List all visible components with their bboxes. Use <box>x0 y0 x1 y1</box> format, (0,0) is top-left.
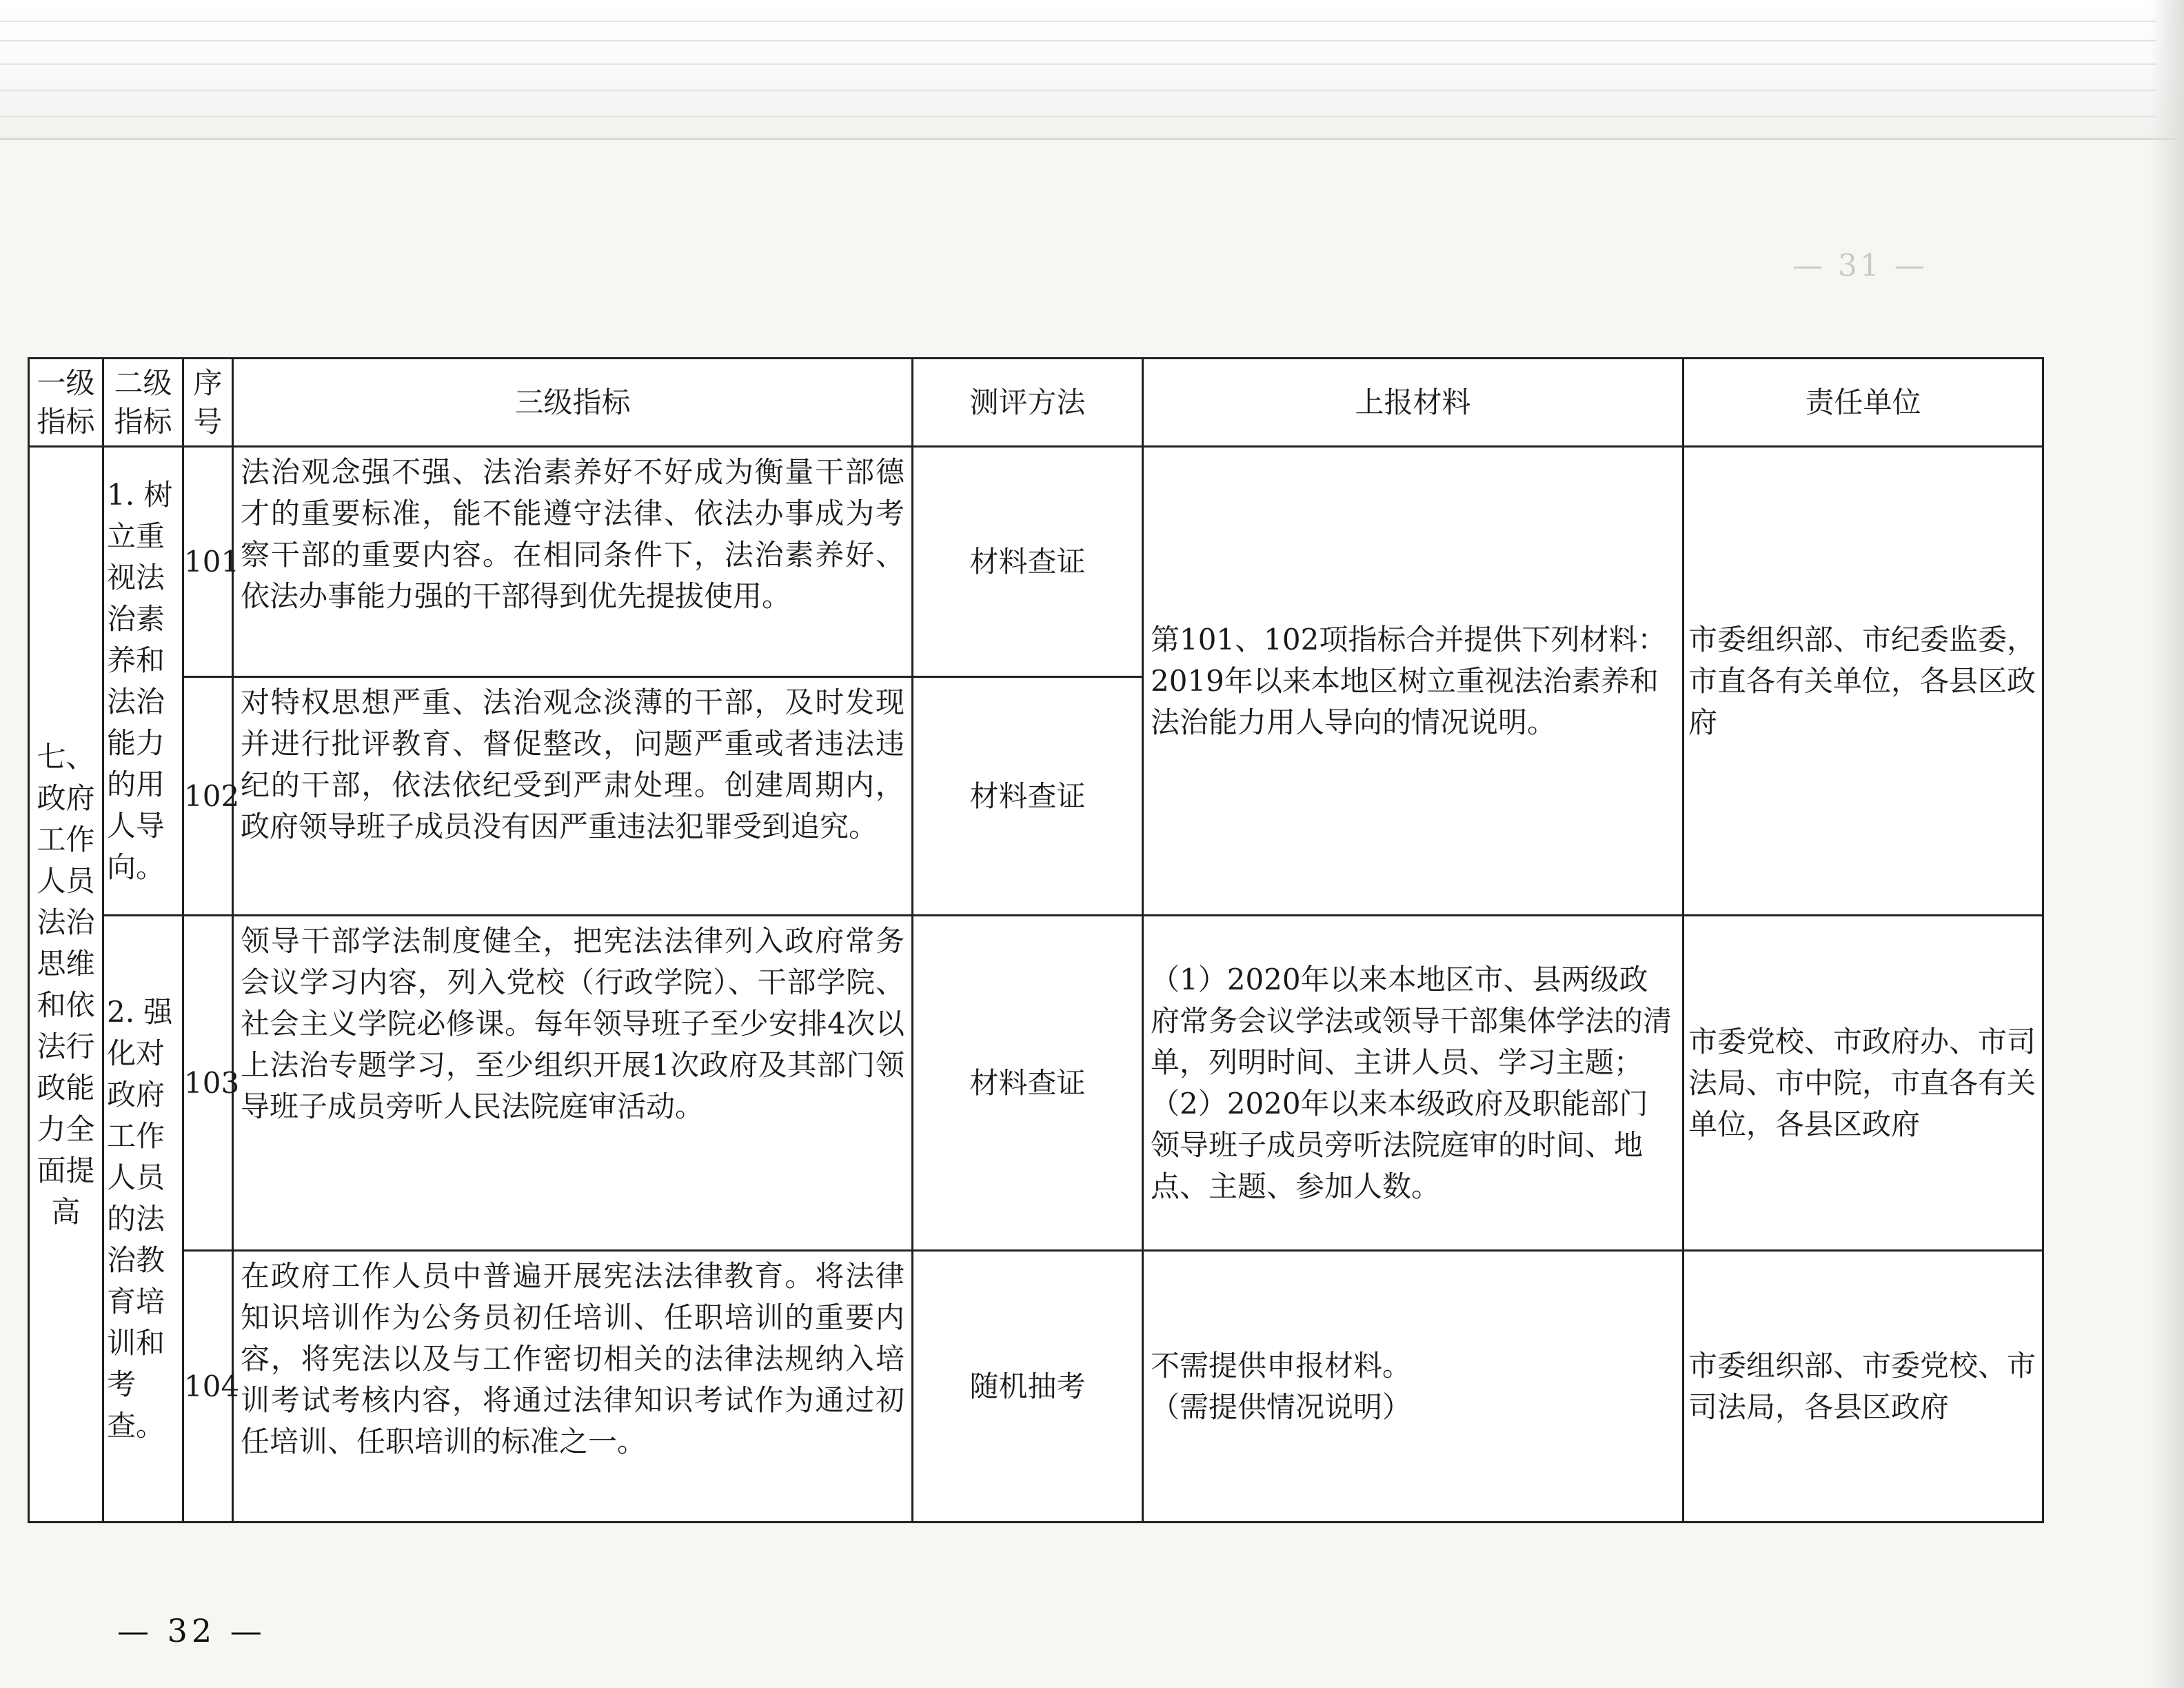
header-materials: 上报材料 <box>1143 359 1684 447</box>
seq-cell: 102 <box>183 677 233 916</box>
table-row <box>29 1251 2043 1523</box>
table-row <box>29 916 2043 1251</box>
ghost-page-number: — 31 — <box>1792 248 1928 283</box>
seq-cell: 103 <box>183 916 233 1251</box>
materials-cell <box>1143 916 1684 1251</box>
header-level3: 三级指标 <box>233 359 913 447</box>
materials-item: （需提供情况说明） <box>1151 1389 1412 1424</box>
method-cell: 材料查证 <box>913 447 1143 677</box>
paper-edge-line <box>0 116 2156 117</box>
level2-indicator-cell: 1. 树立重视法治素养和法治能力的用人导向。 <box>103 447 183 916</box>
level3-indicator-cell: 法治观念强不强、法治素养好不好成为衡量干部德才的重要标准，能不能遵守法律、依法办事成为考察干部的重要内容。在相同条件下，法治素养好、依法办事能力强的干部得到优先提拔使用。 <box>233 447 913 677</box>
paper-edge-line <box>0 40 2156 41</box>
scanned-paper-stack <box>0 0 2184 140</box>
level3-indicator-cell: 对特权思想严重、法治观念淡薄的干部，及时发现并进行批评教育、督促整改，问题严重或者违法违纪的干部，依法依纪受到严肃处理。创建周期内，政府领导班子成员没有因严重违法犯罪受到追究。 <box>233 677 913 916</box>
method-cell: 材料查证 <box>913 677 1143 916</box>
header-owner: 责任单位 <box>1684 359 2043 447</box>
level1-indicator-cell: 七、政府工作人员法治思维和依法行政能力全面提高 <box>29 447 103 1523</box>
level3-indicator-cell: 领导干部学法制度健全，把宪法法律列入政府常务会议学习内容，列入党校（行政学院）、干部学院、社会主义学院必修课。每年领导班子至少安排4次以上法治专题学习，至少组织开展1次政府及其部门领导班子成员旁听人民法院庭审活动。 <box>233 916 913 1251</box>
page-number: — 32 — <box>117 1612 266 1649</box>
level3-indicator-cell: 在政府工作人员中普遍开展宪法法律教育。将法律知识培训作为公务员初任培训、任职培训的重要内容，将宪法以及与工作密切相关的法律法规纳入培训考试考核内容，将通过法律知识考试作为通过初任培训、任职培训的标准之一。 <box>233 1251 913 1523</box>
method-cell: 材料查证 <box>913 916 1143 1251</box>
owner-cell: 市委党校、市政府办、市司法局、市中院，市直各有关单位，各县区政府 <box>1684 916 2043 1251</box>
method-cell: 随机抽考 <box>913 1251 1143 1523</box>
seq-cell: 101 <box>183 447 233 677</box>
paper-edge-shadow <box>2150 0 2184 1688</box>
paper-edge-line <box>0 21 2156 22</box>
materials-cell <box>1143 1251 1684 1523</box>
table-header-row <box>29 359 2043 447</box>
materials-cell: 第101、102项指标合并提供下列材料：2019年以来本地区树立重视法治素养和法治能力用人导向的情况说明。 <box>1143 447 1684 916</box>
header-level1: 一级指标 <box>29 359 103 447</box>
header-seq: 序号 <box>183 359 233 447</box>
paper-edge-line <box>0 63 2156 65</box>
evaluation-table <box>28 357 2044 1523</box>
table-row <box>29 447 2043 677</box>
owner-cell: 市委组织部、市委党校、市司法局，各县区政府 <box>1684 1251 2043 1523</box>
level2-indicator-cell: 2. 强化对政府工作人员的法治教育培训和考查。 <box>103 916 183 1523</box>
materials-item: 不需提供申报材料。 <box>1151 1348 1412 1383</box>
header-level2: 二级指标 <box>103 359 183 447</box>
header-method: 测评方法 <box>913 359 1143 447</box>
materials-item: （1）2020年以来本地区市、县两级政府常务会议学法或领导干部集体学法的清单，列明时间、主讲人员、学习主题； <box>1151 962 1672 1079</box>
materials-item: （2）2020年以来本级政府及职能部门领导班子成员旁听法院庭审的时间、地点、主题、参加人数。 <box>1151 1086 1648 1203</box>
seq-cell: 104 <box>183 1251 233 1523</box>
paper-edge-line <box>0 90 2156 91</box>
owner-cell: 市委组织部、市纪委监委，市直各有关单位，各县区政府 <box>1684 447 2043 916</box>
